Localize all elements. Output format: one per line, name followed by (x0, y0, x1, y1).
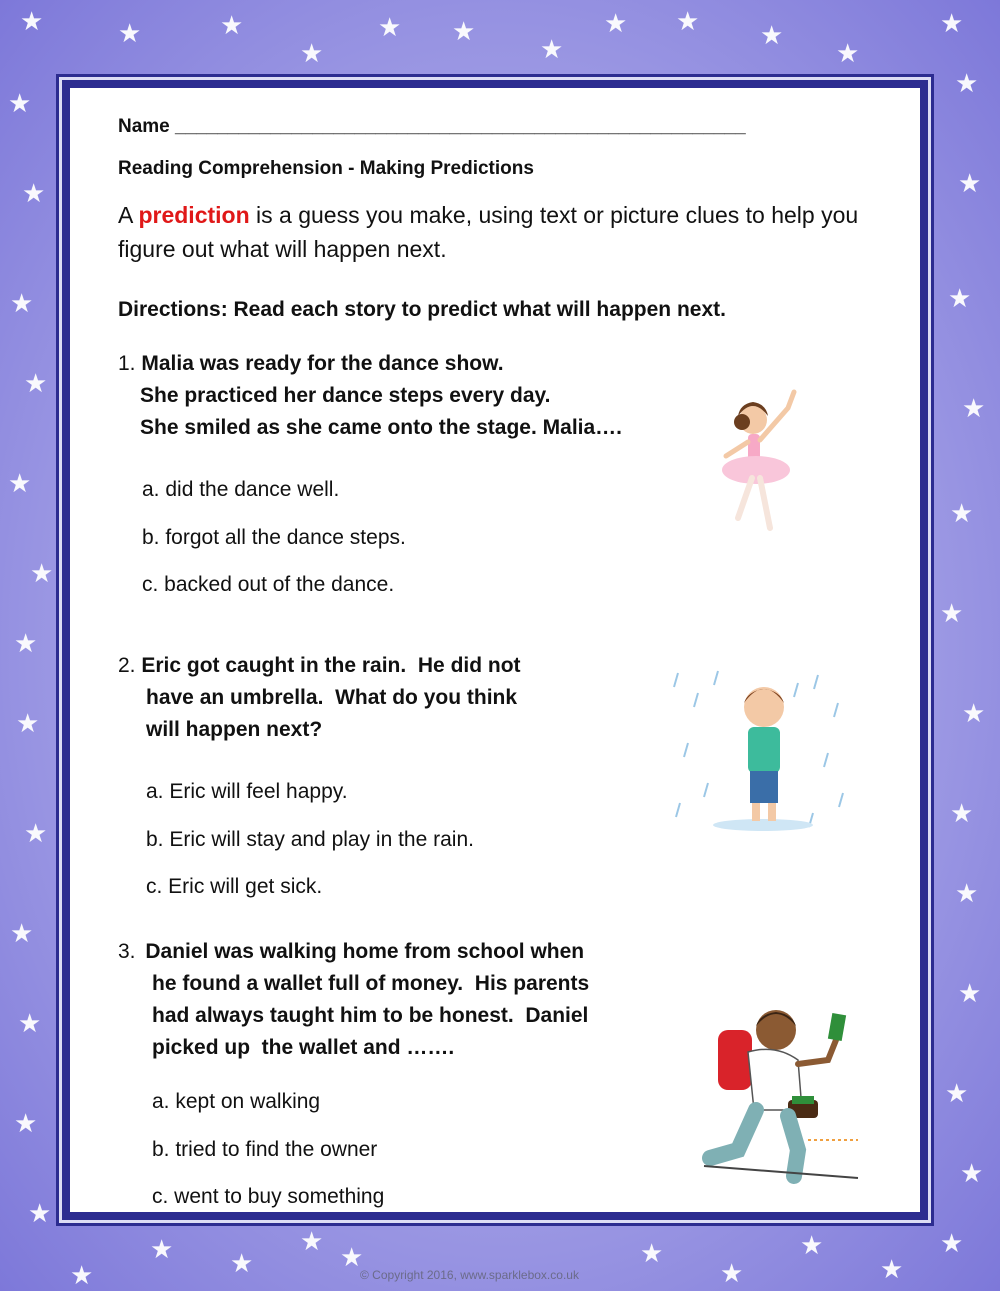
star-icon: ★ (640, 1238, 664, 1268)
answer-option[interactable]: a. kept on walking (152, 1090, 321, 1113)
star-icon: ★ (30, 558, 54, 588)
star-icon: ★ (452, 16, 476, 46)
star-icon: ★ (540, 34, 564, 64)
question-line: Eric got caught in the rain. He did not (141, 654, 521, 677)
ballerina-illustration (708, 378, 838, 558)
star-icon: ★ (20, 6, 44, 36)
answer-option[interactable]: b. tried to find the owner (152, 1138, 378, 1161)
star-icon: ★ (940, 598, 964, 628)
star-icon: ★ (22, 178, 46, 208)
star-icon: ★ (800, 1230, 824, 1260)
star-icon: ★ (940, 1228, 964, 1258)
star-icon: ★ (300, 1226, 324, 1256)
star-icon: ★ (958, 978, 982, 1008)
star-icon: ★ (10, 918, 34, 948)
star-icon: ★ (70, 1260, 94, 1290)
directions: Directions: Read each story to predict what will happen next. (118, 298, 726, 321)
answer-option[interactable]: b. Eric will stay and play in the rain. (146, 828, 474, 851)
question-number: 2. (118, 654, 136, 677)
question-line: had always taught him to be honest. Daniel (152, 1004, 589, 1027)
star-icon: ★ (948, 283, 972, 313)
definition-text (118, 198, 898, 266)
question-2 (118, 650, 521, 746)
definition-rest: is a guess you make, using text or picture clues to help you figure out what will happen next. (118, 202, 859, 262)
star-icon: ★ (960, 1158, 984, 1188)
star-icon: ★ (945, 1078, 969, 1108)
star-icon: ★ (604, 8, 628, 38)
question-line: picked up the wallet and ……. (152, 1036, 455, 1059)
definition-prefix: A (118, 202, 133, 228)
star-icon: ★ (18, 1008, 42, 1038)
question-line: Daniel was walking home from school when (145, 940, 585, 963)
star-icon: ★ (14, 628, 38, 658)
star-icon: ★ (118, 18, 142, 48)
answer-option[interactable]: b. forgot all the dance steps. (142, 526, 406, 549)
question-line: have an umbrella. What do you think (146, 686, 518, 709)
star-icon: ★ (958, 168, 982, 198)
question-number: 1. (118, 352, 136, 375)
star-icon: ★ (950, 498, 974, 528)
question-line: Malia was ready for the dance show. (141, 352, 504, 375)
question-number: 3. (118, 940, 136, 963)
star-icon: ★ (300, 38, 324, 68)
star-icon: ★ (8, 468, 32, 498)
star-icon: ★ (8, 88, 32, 118)
star-icon: ★ (378, 12, 402, 42)
boy-with-wallet-illustration (698, 1000, 868, 1190)
star-icon: ★ (955, 68, 979, 98)
star-icon: ★ (760, 20, 784, 50)
answer-option[interactable]: c. Eric will get sick. (146, 875, 323, 898)
star-icon: ★ (24, 818, 48, 848)
star-icon: ★ (955, 878, 979, 908)
star-icon: ★ (16, 708, 40, 738)
question-1 (118, 348, 622, 444)
star-icon: ★ (962, 393, 986, 423)
question-line: She practiced her dance steps every day. (140, 384, 551, 407)
star-icon: ★ (962, 698, 986, 728)
star-icon: ★ (720, 1258, 744, 1288)
star-icon: ★ (836, 38, 860, 68)
star-icon: ★ (940, 8, 964, 38)
star-icon: ★ (150, 1234, 174, 1264)
question-line: he found a wallet full of money. His parents (152, 972, 590, 995)
question-3 (118, 936, 589, 1064)
answer-option[interactable]: a. Eric will feel happy. (146, 780, 348, 803)
question-line: will happen next? (146, 718, 323, 741)
star-icon: ★ (880, 1254, 904, 1284)
answer-option[interactable]: a. did the dance well. (142, 478, 340, 501)
star-icon: ★ (220, 10, 244, 40)
copyright-notice: © Copyright 2016, www.sparklebox.co.uk (360, 1268, 579, 1282)
worksheet-subtitle: Reading Comprehension - Making Predictions (118, 158, 534, 179)
question-line: She smiled as she came onto the stage. Malia…. (140, 416, 622, 439)
answer-option[interactable]: c. went to buy something (152, 1185, 385, 1208)
star-icon: ★ (24, 368, 48, 398)
star-icon: ★ (14, 1108, 38, 1138)
boy-in-rain-illustration (668, 663, 858, 838)
answer-option[interactable]: c. backed out of the dance. (142, 573, 395, 596)
star-icon: ★ (340, 1242, 364, 1272)
star-icon: ★ (230, 1248, 254, 1278)
star-icon: ★ (10, 288, 34, 318)
star-icon: ★ (28, 1198, 52, 1228)
worksheet-frame (62, 80, 928, 1220)
star-icon: ★ (676, 6, 700, 36)
name-field[interactable]: Name ______________________________________________________ (118, 116, 746, 137)
definition-highlight: prediction (138, 202, 250, 228)
star-icon: ★ (950, 798, 974, 828)
